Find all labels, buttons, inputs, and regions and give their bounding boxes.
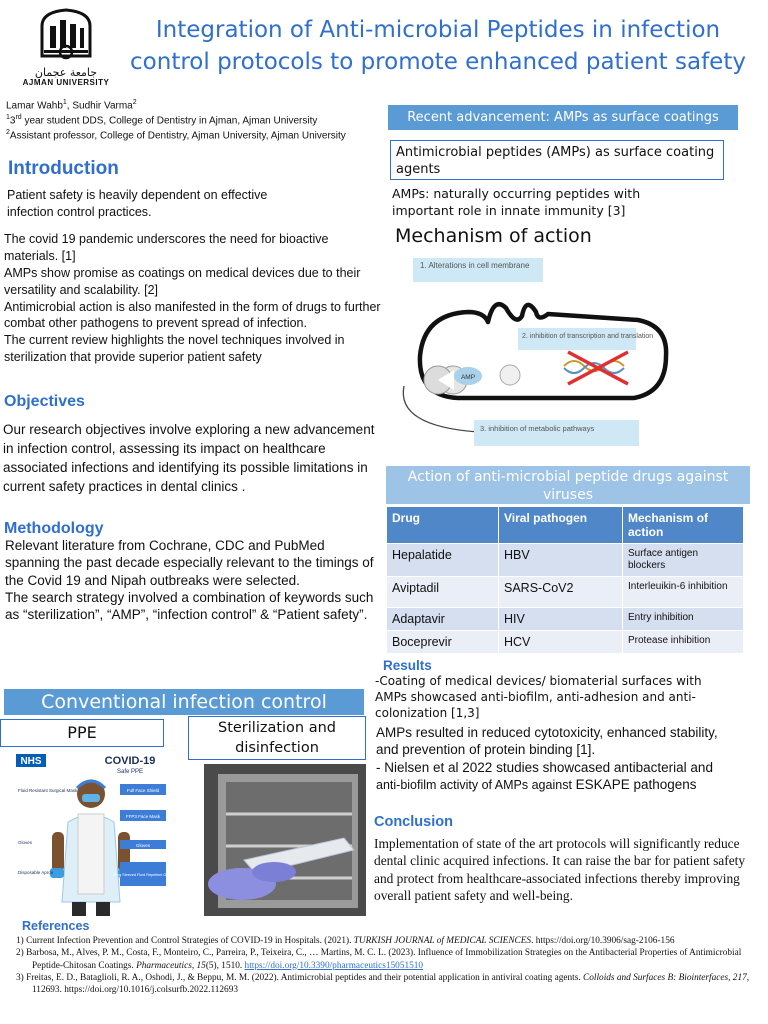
objectives-heading: Objectives [4, 393, 85, 410]
results-line-1: -Coating of medical devices/ biomaterial surfaces with AMPs showcased anti-biofilm, anti-adhesion and anti-colonization [1,3] [375, 674, 702, 720]
advancement-banner: Recent advancement: AMPs as surface coatings [388, 105, 738, 130]
drug-table-banner: Action of anti-microbial peptide drugs against viruses [386, 466, 750, 504]
cell-drug: Adaptavir [387, 608, 499, 631]
cell-pathogen: HIV [499, 608, 623, 631]
references-list [16, 935, 756, 996]
conclusion-body: Implementation of state of the art protocols will significantly reduce dental clinic acquired infections. It can raise the bar for patient safety and protect from healthcare-associated infections thereby improving overall patient safety and well-being. [374, 836, 746, 904]
ppe-infographic [16, 752, 170, 918]
ppe-callout-gloves-right: Gloves [135, 843, 151, 848]
affiliation-1 [6, 113, 376, 128]
affiliation-2 [6, 128, 351, 143]
cell-pathogen: HBV [499, 544, 623, 577]
ref2-main: 2) Barbosa, M., Alves, P. M., Costa, F., Monteiro, C., Parreira, P., Teixeira, C., … Martins, M. C. L. (2023). Influence of Immobilization Strategies on the Antibacterial Properties of Antimicrobial Peptide-Chitosan Coatings. [16, 948, 742, 971]
aff2-text: Assistant professor, College of Dentistry, Ajman University, Ajman University [9, 129, 346, 141]
university-logo [20, 6, 112, 90]
cell-mechanism: Protease inhibition [623, 631, 744, 654]
results-heading: Results [383, 658, 432, 673]
methodology-body: Relevant literature from Cochrane, CDC and PubMed spanning the past decade especially relevant to the timings of the Covid 19 and Nipah outbreaks were selected. The search strategy involved a combination of keywords such as “sterilization”, “AMP”, “infection control” & “Patient safety”. [5, 538, 374, 623]
logo-arabic-text: جامعة عجمان [34, 66, 98, 79]
aff1-ordinal: 3 [9, 115, 16, 127]
logo-english-text: AJMAN UNIVERSITY [22, 78, 110, 87]
col-header-pathogen: Viral pathogen [499, 507, 623, 544]
ppe-callout-apron: Disposable Apron [18, 870, 54, 875]
reference-3 [16, 972, 756, 997]
introduction-body: The covid 19 pandemic underscores the need for bioactive materials. [1] AMPs show promise as coatings on medical devices due to their versatility and scalability. [2] Antimicrobial action is also manifested in the form of drugs to further combat other pathogens to prevent spread of infection. The current review highlights the novel techniques involved in sterilization that provide superior patient safety [4, 232, 381, 365]
col-header-drug: Drug [387, 507, 499, 544]
reference-1 [16, 935, 756, 947]
ref1-journal: TURKISH JOURNAL of MEDICAL SCIENCES [353, 936, 532, 946]
ppe-poster-title: COVID-19 [104, 755, 156, 767]
diagram-label-1: 1. Alterations in cell membrane [420, 261, 530, 270]
sterilization-photo [204, 764, 366, 916]
ref1-tail: . https://doi.org/10.3906/sag-2106-156 [531, 936, 675, 946]
drug-table-header-row [387, 507, 744, 544]
author-1: Lamar Wahb [6, 100, 63, 112]
sterilization-label: Sterilization and disinfection [188, 716, 366, 760]
reference-2 [16, 947, 756, 972]
cell-pathogen: SARS-CoV2 [499, 577, 623, 608]
cell-drug: Hepalatide [387, 544, 499, 577]
introduction-heading: Introduction [8, 158, 119, 179]
references-heading: References [22, 919, 90, 933]
results-line-3 [376, 759, 736, 794]
diagram-amp-label: AMP [460, 374, 476, 381]
ppe-label: PPE [0, 719, 164, 747]
mechanism-heading: Mechanism of action [395, 225, 592, 247]
author-2-sup: 2 [132, 99, 137, 106]
ppe-figure-icon [16, 752, 170, 918]
nhs-logo-text: NHS [20, 756, 42, 767]
ppe-callout-gown: Long Sleeved Fluid Repellent Gown [112, 873, 170, 877]
ppe-callout-surgical-mask: Fluid Resistant Surgical Mask [18, 788, 78, 793]
cell-mechanism: Entry inhibition [623, 608, 744, 631]
cell-drug: Aviptadil [387, 577, 499, 608]
ppe-callout-gloves-left: Gloves [18, 840, 33, 845]
cell-drug: Boceprevir [387, 631, 499, 654]
conventional-banner: Conventional infection control [4, 689, 364, 715]
cell-pathogen: HCV [499, 631, 623, 654]
results-line-3b: anti-biofilm activity of AMPs against [376, 778, 572, 793]
ref3-journal: Colloids and Surfaces B: Biointerfaces [583, 972, 729, 983]
author-1-sup: 1 [62, 99, 67, 106]
bacterium-diagram-icon [398, 256, 698, 452]
mechanism-diagram [398, 256, 698, 452]
col-header-mechanism: Mechanism of action [623, 507, 744, 544]
aff1-text: year student DDS, College of Dentistry in Ajman, Ajman University [24, 115, 318, 127]
table-row [387, 544, 744, 577]
results-line-2: AMPs resulted in reduced cytotoxicity, enhanced stability, and prevention of protein binding [1]. [376, 725, 718, 758]
introduction-lead: Patient safety is heavily dependent on effective infection control practices. [7, 188, 268, 219]
aff2-sup: 2 [6, 128, 10, 136]
results-line-3c: ESKAPE pathogens [571, 777, 697, 793]
conclusion-heading: Conclusion [374, 814, 453, 830]
university-crest-icon [36, 6, 96, 62]
ppe-callout-face-shield: Full Face Shield [126, 788, 160, 793]
drug-table [386, 506, 744, 654]
table-row [387, 608, 744, 631]
ppe-callout-ffp3: FFP3 Face Mask [125, 814, 161, 819]
aff1-sup: 1 [6, 113, 10, 121]
poster-title: Integration of Anti-microbial Peptides in infection control protocols to promote enhanced patient safety [130, 17, 746, 76]
ref1-main: 1) Current Infection Prevention and Control Strategies of COVID-19 in Hospitals. (2021). [16, 936, 354, 946]
amp-description: AMPs: naturally occurring peptides with important role in innate immunity [3] [392, 186, 641, 218]
cell-mechanism: Interleuikin-6 inhibition [623, 577, 744, 608]
ref2-volume: , 15 [191, 960, 206, 971]
drug-table-grid [386, 506, 744, 654]
amp-definition-box: Antimicrobial peptides (AMPs) as surface coating agents [390, 140, 724, 180]
diagram-label-3: 3. inhibition of metabolic pathways [480, 424, 595, 433]
methodology-heading: Methodology [4, 520, 104, 537]
ref2-tail: (5), 1510. [205, 960, 245, 971]
authors-block [6, 98, 376, 142]
table-row [387, 577, 744, 608]
aff1-ordinal-sup: rd [15, 113, 22, 121]
objectives-body: Our research objectives involve exploring a new advancement in infection control, assessing its impact on healthcare associated infections and identifying its possible limitations in current safety practices in dental clinics . [3, 422, 375, 495]
cell-mechanism: Surface antigen blockers [623, 544, 744, 577]
author-2: , Sudhir Varma [66, 100, 133, 112]
autoclave-icon [204, 764, 366, 916]
diagram-label-2: 2. inhibition of transcription and translation [522, 333, 654, 340]
ref3-main: 3) Freitas, E. D., Bataglioli, R. A., Oshodi, J., & Beppu, M. M. (2022). Antimicrobial peptides and their potential application in antiviral coating agents. [16, 972, 584, 983]
ref2-journal: Pharmaceutics [136, 960, 192, 971]
ref3-volume: , 217 [728, 972, 747, 983]
results-line-3a: - Nielsen et al 2022 studies showcased antibacterial and [376, 760, 713, 775]
ppe-poster-subtitle: Safe PPE [116, 769, 144, 775]
ref2-doi-link[interactable]: https://doi.org/10.3390/pharmaceutics15051510 [244, 960, 424, 971]
ref3-tail: , 112693. https://doi.org/10.1016/j.colsurfb.2022.112693 [32, 972, 750, 996]
table-row [387, 631, 744, 654]
author-names [6, 98, 376, 113]
